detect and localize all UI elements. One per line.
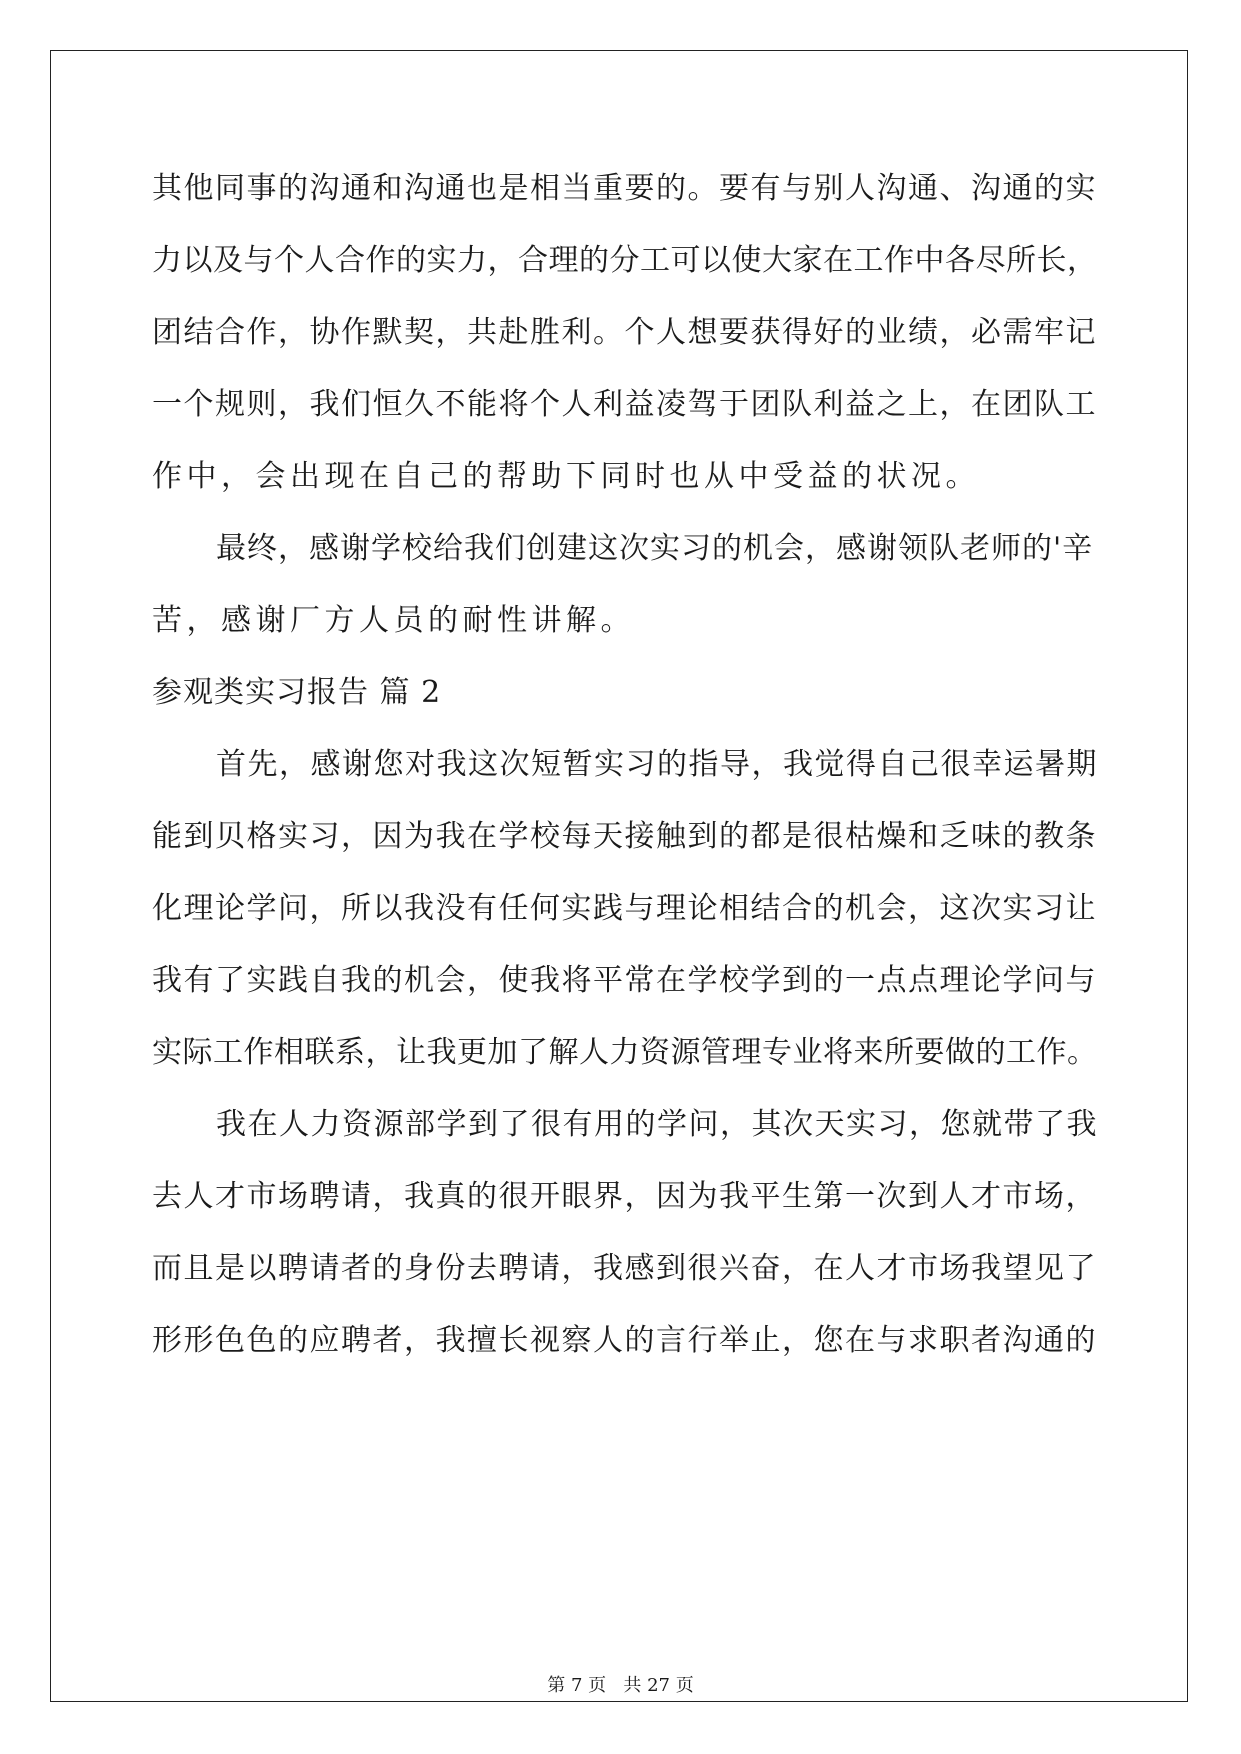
paragraph-3-line-5: 实际工作相联系，让我更加了解人力资源管理专业将来所要做的工作。 [152,1035,1098,1070]
paragraph-2-line-1: 最终，感谢学校给我们创建这次实习的机会，感谢领队老师的'辛 [216,531,1094,566]
paragraph-3-line-3: 化理论学问，所以我没有任何实践与理论相结合的机会，这次实习让 [152,891,1097,926]
paragraph-2-line-2: 苦，感谢厂方人员的耐性讲解。 [152,603,635,638]
paragraph-4-line-4: 形形色色的应聘者，我擅长视察人的言行举止，您在与求职者沟通的 [152,1323,1097,1358]
paragraph-3-line-2: 能到贝格实习，因为我在学校每天接触到的都是很枯燥和乏味的教条 [152,819,1097,854]
paragraph-3-line-1: 首先，感谢您对我这次短暂实习的指导，我觉得自己很幸运暑期 [216,747,1098,782]
paragraph-4-line-3: 而且是以聘请者的身份去聘请，我感到很兴奋，在人才市场我望见了 [152,1251,1097,1286]
paragraph-4-line-1: 我在人力资源部学到了很有用的学问，其次天实习，您就带了我 [216,1107,1098,1142]
page-border [50,50,1188,1702]
page-footer: 第 7 页 共 27 页 [547,1675,694,1696]
paragraph-1-line-3: 团结合作，协作默契，共赴胜利。个人想要获得好的业绩，必需牢记 [152,315,1097,350]
paragraph-1-line-2: 力以及与个人合作的实力，合理的分工可以使大家在工作中各尽所长， [152,243,1098,278]
paragraph-1-line-1: 其他同事的沟通和沟通也是相当重要的。要有与别人沟通、沟通的实 [152,171,1097,206]
paragraph-4-line-2: 去人才市场聘请，我真的很开眼界，因为我平生第一次到人才市场， [152,1179,1097,1214]
paragraph-3-line-4: 我有了实践自我的机会，使我将平常在学校学到的一点点理论学问与 [152,963,1097,998]
section-heading: 参观类实习报告 篇 2 [152,675,442,710]
paragraph-1-line-4: 一个规则，我们恒久不能将个人利益凌驾于团队利益之上，在团队工 [152,387,1097,422]
paragraph-1-line-5: 作中，会出现在自己的帮助下同时也从中受益的状况。 [152,459,980,494]
